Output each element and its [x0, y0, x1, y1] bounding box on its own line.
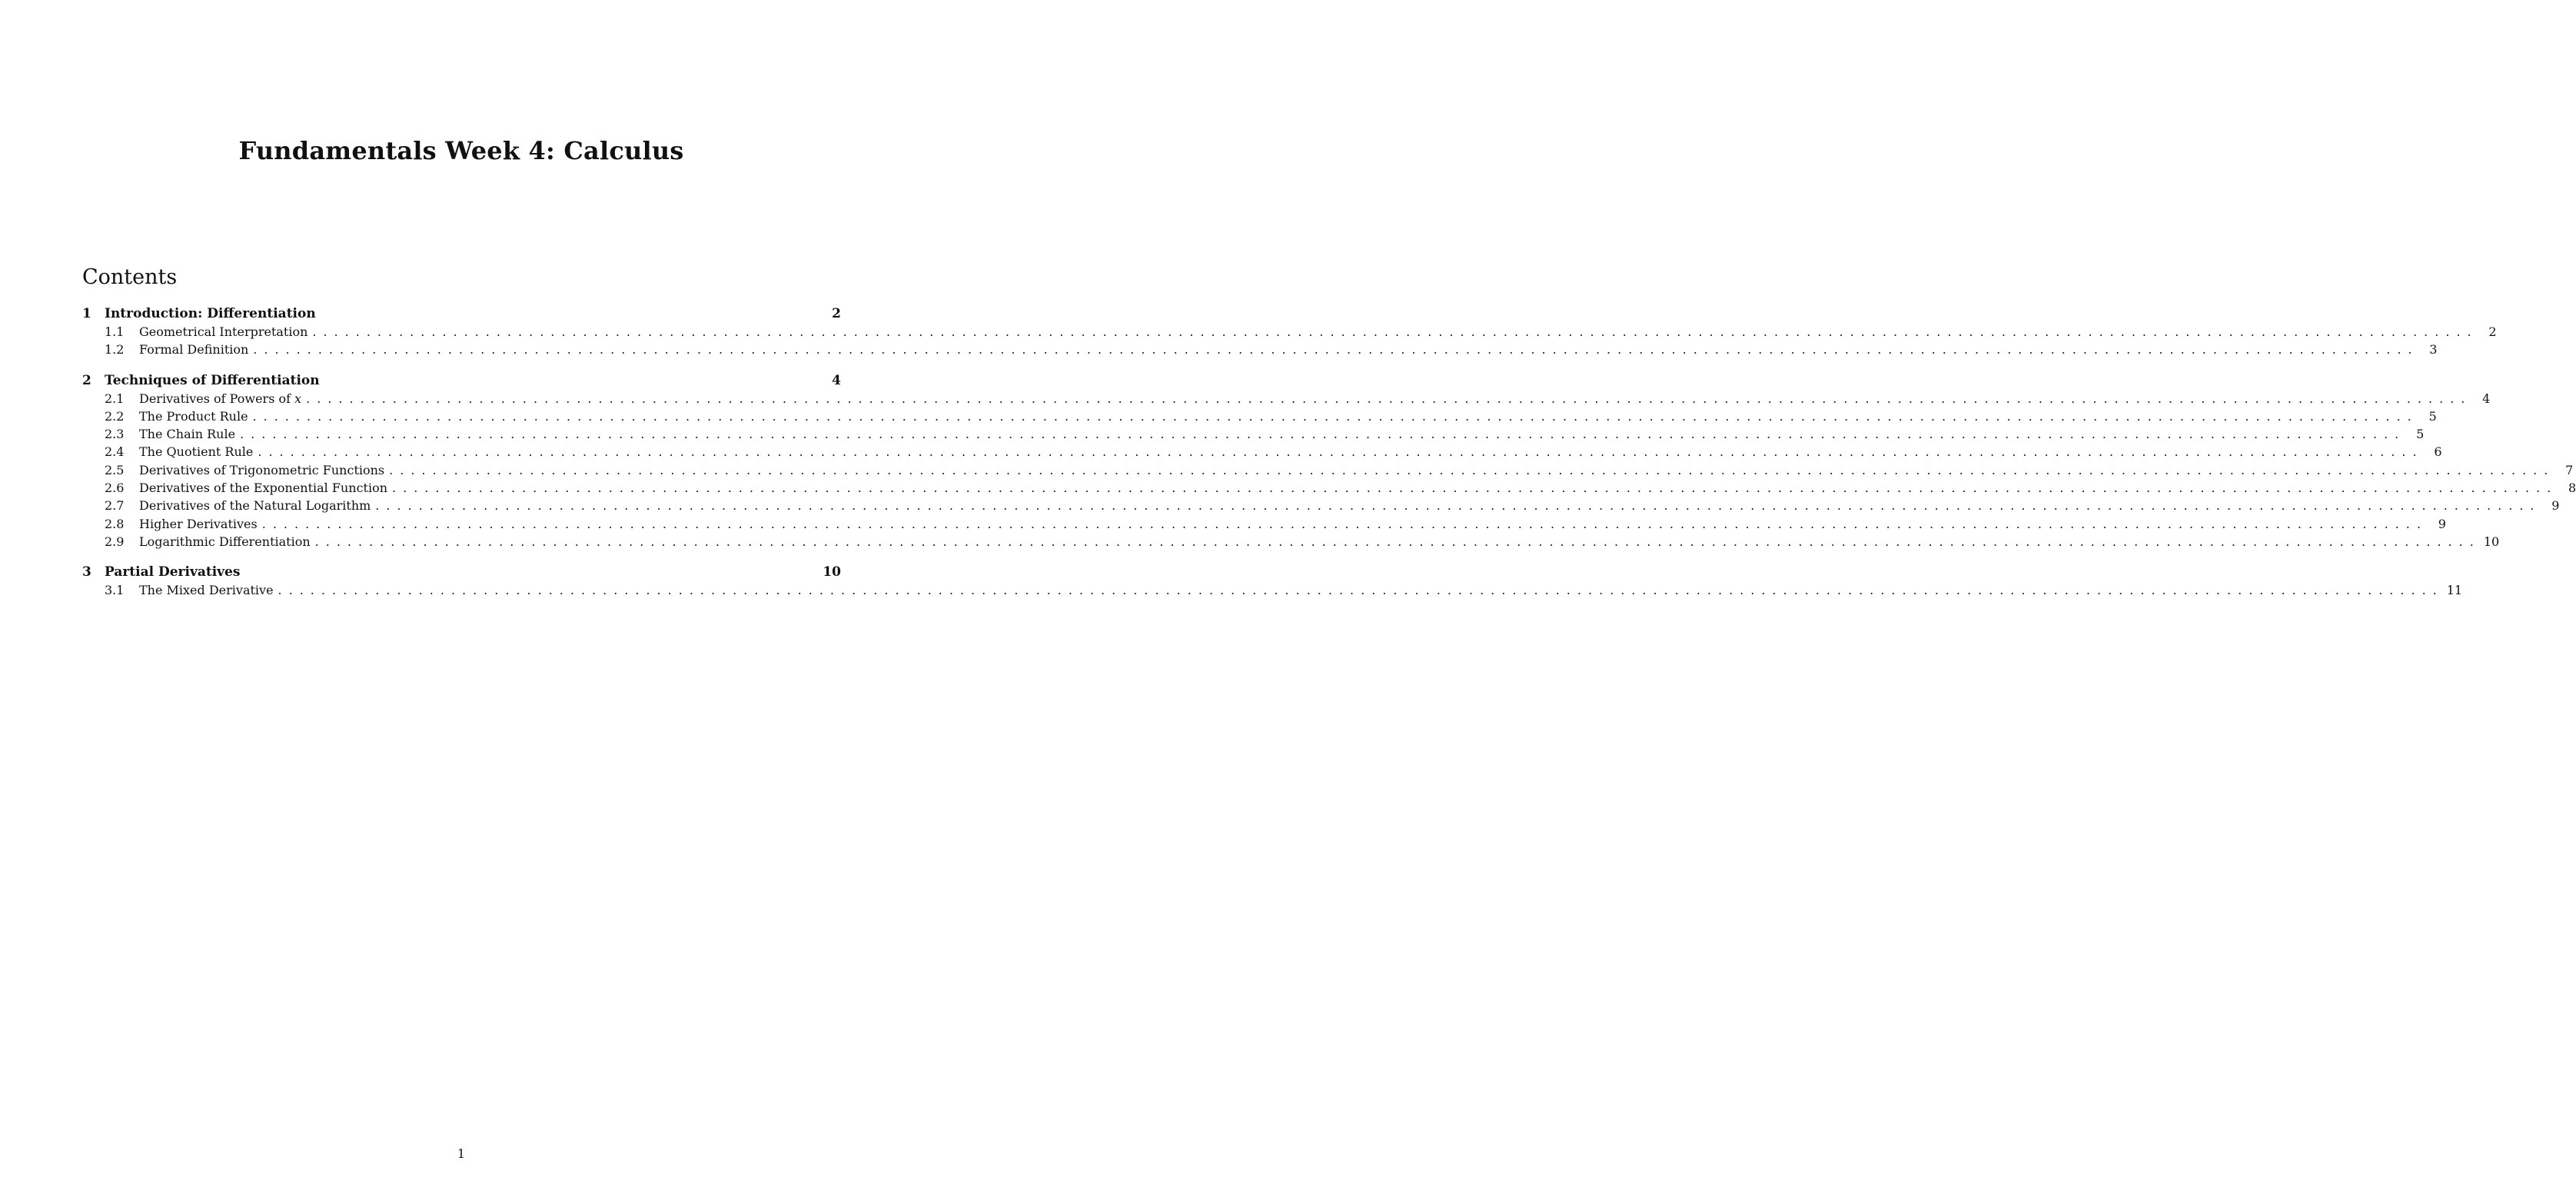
section-title: Partial Derivatives [105, 564, 241, 580]
subsection-number: 2.5 [105, 462, 125, 477]
dot-leader: ........................................................................................................................................................................................................ [252, 408, 2418, 424]
dot-leader: ........................................................................................................................................................................................................ [312, 324, 2478, 339]
subsection-title: The Mixed Derivative [139, 583, 274, 598]
subsection-page: 9 [2438, 516, 2446, 531]
toc-subsection-entry[interactable] [82, 341, 2438, 358]
subsection-title: Derivatives of the Natural Logarithm [139, 498, 371, 514]
subsection-number: 2.8 [105, 516, 125, 531]
section-number: 1 [82, 306, 91, 321]
subsection-number: 3.1 [105, 583, 125, 598]
toc-section [82, 371, 2576, 551]
toc-subsection-entry[interactable] [82, 515, 2446, 533]
subsection-page: 3 [2429, 342, 2438, 358]
toc-section-entry[interactable] [82, 304, 841, 323]
section-title: Techniques of Differentiation [105, 372, 320, 388]
subsection-page: 11 [2446, 583, 2463, 598]
contents-heading: Contents [82, 265, 178, 289]
page-number: 1 [457, 1146, 466, 1161]
toc-subsection-entry[interactable] [82, 407, 2437, 425]
section-number: 3 [82, 564, 91, 580]
toc-section-entry[interactable] [82, 563, 841, 581]
toc-section-entry[interactable] [82, 371, 841, 390]
subsection-number: 1.1 [105, 324, 125, 339]
toc-subsection-entry[interactable] [82, 479, 2576, 497]
subsection-title: Higher Derivatives [139, 516, 258, 531]
document-title: Fundamentals Week 4: Calculus [238, 136, 684, 165]
subsection-number: 2.4 [105, 444, 125, 460]
section-number: 2 [82, 372, 91, 388]
subsection-number: 1.2 [105, 342, 125, 358]
dot-leader: ........................................................................................................................................................................................................ [375, 498, 2541, 514]
subsection-page: 7 [2565, 462, 2574, 477]
toc-subsection-entry[interactable] [82, 390, 2491, 407]
subsection-page: 6 [2434, 444, 2442, 460]
subsection-page: 2 [2488, 324, 2497, 339]
toc-section [82, 563, 2463, 599]
subsection-title: The Product Rule [139, 408, 248, 424]
subsection-page: 9 [2551, 498, 2560, 514]
subsection-number: 2.7 [105, 498, 125, 514]
dot-leader: ........................................................................................................................................................................................................ [261, 516, 2428, 531]
toc-subsection-entry[interactable] [82, 425, 2425, 443]
subsection-number: 2.2 [105, 408, 125, 424]
subsection-number: 2.3 [105, 427, 125, 442]
subsection-number: 2.6 [105, 481, 125, 496]
table-of-contents [82, 304, 2576, 612]
subsection-title: The Chain Rule [139, 427, 236, 442]
toc-subsection-entry[interactable] [82, 533, 2500, 550]
subsection-number: 2.9 [105, 534, 125, 549]
subsection-title: Logarithmic Differentiation [139, 534, 311, 549]
subsection-page: 10 [2483, 534, 2500, 549]
subsection-title-container [139, 390, 306, 407]
subsection-title: Formal Definition [139, 342, 249, 358]
subsection-page: 4 [2482, 391, 2491, 406]
dot-leader: ........................................................................................................................................................................................................ [278, 583, 2444, 598]
subsection-title: Derivatives of the Exponential Function [139, 481, 388, 496]
section-page: 4 [832, 372, 841, 388]
toc-subsection-entry[interactable] [82, 581, 2463, 599]
section-title: Introduction: Differentiation [105, 306, 316, 321]
subsection-title: Geometrical Interpretation [139, 324, 308, 339]
math-variable: x [294, 391, 302, 406]
section-page: 10 [823, 564, 841, 580]
subsection-title: Derivatives of Trigonometric Functions [139, 462, 385, 477]
subsection-title: Derivatives of Powers of [139, 391, 291, 406]
dot-leader: ........................................................................................................................................................................................................ [253, 342, 2419, 358]
section-page: 2 [832, 306, 841, 321]
dot-leader: ........................................................................................................................................................................................................ [258, 444, 2424, 460]
toc-subsection-entry[interactable] [82, 443, 2442, 461]
dot-leader: ........................................................................................................................................................................................................ [392, 481, 2558, 496]
subsection-page: 5 [2428, 408, 2437, 424]
dot-leader: ........................................................................................................................................................................................................ [314, 534, 2481, 549]
dot-leader: ........................................................................................................................................................................................................ [389, 462, 2555, 477]
toc-subsection-entry[interactable] [82, 461, 2574, 479]
dot-leader: ........................................................................................................................................................................................................ [306, 391, 2472, 406]
subsection-page: 8 [2568, 481, 2576, 496]
toc-subsection-entry[interactable] [82, 497, 2560, 514]
dot-leader: ........................................................................................................................................................................................................ [240, 427, 2406, 442]
toc-subsection-entry[interactable] [82, 323, 2497, 341]
subsection-title: The Quotient Rule [139, 444, 254, 460]
subsection-number: 2.1 [105, 391, 125, 406]
toc-section [82, 304, 2497, 359]
subsection-page: 5 [2416, 427, 2425, 442]
